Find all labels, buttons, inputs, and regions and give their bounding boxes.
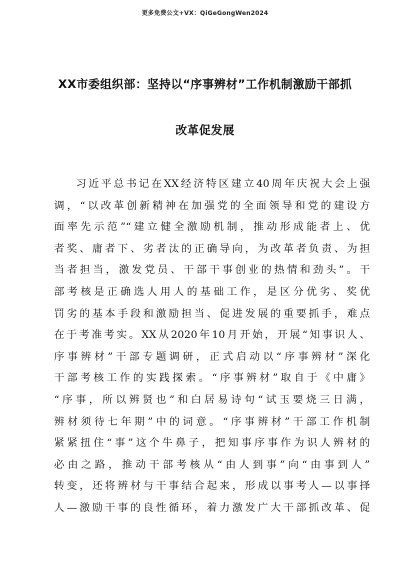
- body-line: 调，“以改革创新精神在加强党的全面领导和党的建设方: [54, 199, 370, 212]
- body-line: 辨材须待七年期”中的词意。“序事辨材”干部工作机制: [54, 415, 370, 428]
- body-line: 者奖、庸者下、劣者汰的正确导向，为改革者负责、为担: [54, 242, 370, 255]
- body-line: 习近平总书记在XX经济特区建立40周年庆祝大会上强: [76, 178, 370, 190]
- body-line: 必由之路，推动干部考核从“由人到事”向“由事到人”: [54, 458, 370, 471]
- body-line: 在于考准考实。XX从2020年10月开始，开展“知事识人、: [54, 329, 370, 342]
- body-line: 转变，还将辨材与干事结合起来，形成以事考人—以事择: [54, 480, 370, 493]
- body-line: 干部考核工作的实践探索。“序事辨材”取自于《中庸》: [54, 372, 370, 385]
- header-note: 更多免费公文+VX：QiGeGongWen2024: [141, 10, 269, 17]
- body-line: 罚劣的基本手段和激励担当、促进发展的重要抓手，难点: [54, 307, 370, 320]
- body-text: [54, 174, 370, 520]
- document-title-line-1: XX市委组织部：坚持以“序事辨材”工作机制激励干部抓: [58, 77, 352, 91]
- body-line: 部考核是正确选人用人的基础工作，是区分优劣、奖优: [54, 285, 370, 298]
- body-line: 人—激励干事的良性循环，着力激发广大干部抓改革、促: [54, 501, 370, 514]
- body-line: 当者担当，激发党员、干部干事创业的热情和劲头”。干: [54, 264, 370, 277]
- body-line: 面率先示范”“建立健全激励机制，推动形成能者上、优: [54, 221, 370, 234]
- body-line: “序事，所以辨贤也”和白居易诗句“试玉要烧三日满，: [54, 393, 370, 406]
- body-line: 序事辨材”干部专题调研，正式启动以“序事辨材”深化: [54, 350, 370, 363]
- document-title-line-2: 改革促发展: [175, 123, 235, 137]
- body-line: 紧紧扭住“事”这个牛鼻子，把知事序事作为识人辨材的: [54, 437, 370, 450]
